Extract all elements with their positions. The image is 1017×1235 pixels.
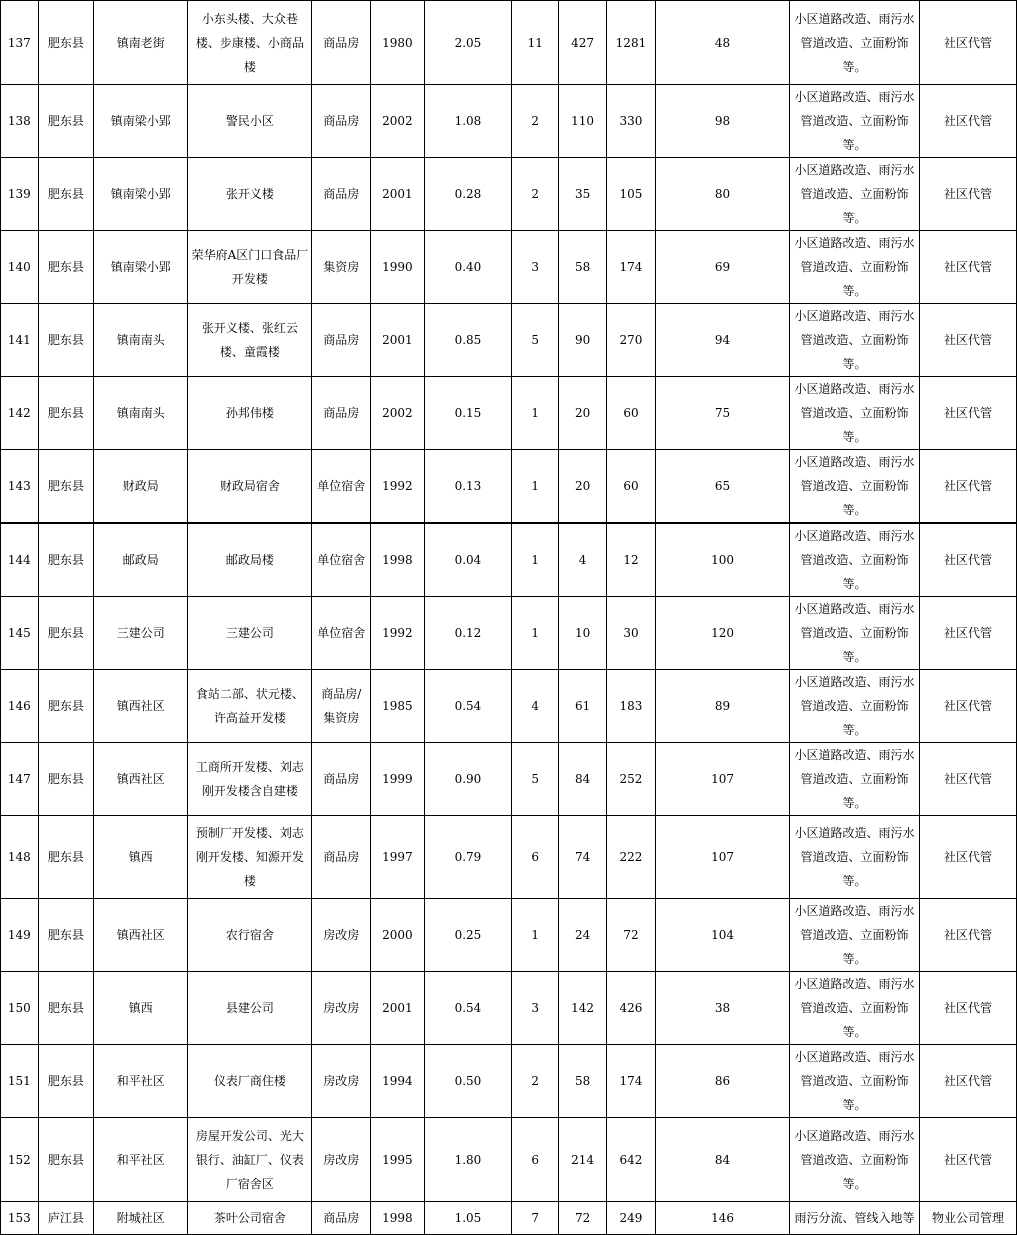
community-name-cell: 仪表厂商住楼	[188, 1045, 312, 1118]
county-cell: 肥东县	[38, 1, 94, 85]
table-row	[1, 231, 1017, 304]
resident-count-cell: 426	[607, 972, 656, 1045]
community-name-cell: 财政局宿舍	[188, 450, 312, 524]
table-row	[1, 1118, 1017, 1202]
resident-count-cell: 270	[607, 304, 656, 377]
housing-type-cell: 商品房	[312, 1202, 371, 1235]
county-cell: 肥东县	[38, 972, 94, 1045]
building-count-cell: 4	[512, 670, 559, 743]
household-count-cell: 20	[559, 450, 607, 524]
row-number: 138	[1, 85, 39, 158]
table-row	[1, 670, 1017, 743]
row-number: 141	[1, 304, 39, 377]
area-cell: 0.54	[424, 670, 512, 743]
build-year-cell: 1980	[371, 1, 425, 85]
build-year-cell: 1999	[371, 743, 425, 816]
row-number: 153	[1, 1202, 39, 1235]
area-cell: 0.04	[424, 523, 512, 597]
housing-type-cell: 商品房	[312, 85, 371, 158]
area-cell: 0.79	[424, 816, 512, 899]
community-name-cell: 孙邦伟楼	[188, 377, 312, 450]
county-cell: 肥东县	[38, 597, 94, 670]
area-cell: 0.25	[424, 899, 512, 972]
county-cell: 肥东县	[38, 743, 94, 816]
management-cell: 社区代管	[919, 816, 1016, 899]
table-row	[1, 450, 1017, 524]
household-count-cell: 61	[559, 670, 607, 743]
building-count-cell: 5	[512, 304, 559, 377]
table-body	[1, 1, 1017, 1235]
row-number: 146	[1, 670, 39, 743]
community-cell: 镇西社区	[94, 899, 188, 972]
score-cell: 146	[655, 1202, 789, 1235]
building-count-cell: 2	[512, 85, 559, 158]
community-name-cell: 县建公司	[188, 972, 312, 1045]
score-cell: 38	[655, 972, 789, 1045]
score-cell: 94	[655, 304, 789, 377]
row-number: 148	[1, 816, 39, 899]
housing-type-cell: 商品房	[312, 743, 371, 816]
area-cell: 1.05	[424, 1202, 512, 1235]
resident-count-cell: 60	[607, 377, 656, 450]
county-cell: 肥东县	[38, 670, 94, 743]
score-cell: 48	[655, 1, 789, 85]
community-cell: 镇南梁小郢	[94, 231, 188, 304]
build-year-cell: 1998	[371, 1202, 425, 1235]
housing-type-cell: 商品房	[312, 377, 371, 450]
build-year-cell: 1997	[371, 816, 425, 899]
build-year-cell: 1992	[371, 597, 425, 670]
management-cell: 社区代管	[919, 899, 1016, 972]
build-year-cell: 2002	[371, 377, 425, 450]
renovation-content-cell: 小区道路改造、雨污水管道改造、立面粉饰等。	[790, 743, 920, 816]
table-row	[1, 1045, 1017, 1118]
county-cell: 肥东县	[38, 304, 94, 377]
community-cell: 镇西社区	[94, 670, 188, 743]
build-year-cell: 1998	[371, 523, 425, 597]
community-cell: 镇西	[94, 972, 188, 1045]
row-number: 144	[1, 523, 39, 597]
county-cell: 肥东县	[38, 1118, 94, 1202]
community-name-cell: 三建公司	[188, 597, 312, 670]
community-name-cell: 邮政局楼	[188, 523, 312, 597]
resident-count-cell: 222	[607, 816, 656, 899]
community-cell: 附城社区	[94, 1202, 188, 1235]
building-count-cell: 1	[512, 597, 559, 670]
renovation-content-cell: 小区道路改造、雨污水管道改造、立面粉饰等。	[790, 85, 920, 158]
community-name-cell: 小东头楼、大众巷楼、步康楼、小商品楼	[188, 1, 312, 85]
resident-count-cell: 183	[607, 670, 656, 743]
resident-count-cell: 30	[607, 597, 656, 670]
build-year-cell: 1985	[371, 670, 425, 743]
community-name-cell: 农行宿舍	[188, 899, 312, 972]
housing-type-cell: 房改房	[312, 899, 371, 972]
building-count-cell: 7	[512, 1202, 559, 1235]
building-count-cell: 1	[512, 523, 559, 597]
community-name-cell: 预制厂开发楼、刘志刚开发楼、知源开发楼	[188, 816, 312, 899]
score-cell: 107	[655, 816, 789, 899]
area-cell: 0.40	[424, 231, 512, 304]
building-count-cell: 3	[512, 972, 559, 1045]
building-count-cell: 1	[512, 450, 559, 524]
building-count-cell: 5	[512, 743, 559, 816]
household-count-cell: 20	[559, 377, 607, 450]
build-year-cell: 2001	[371, 158, 425, 231]
building-count-cell: 1	[512, 899, 559, 972]
management-cell: 物业公司管理	[919, 1202, 1016, 1235]
housing-type-cell: 单位宿舍	[312, 523, 371, 597]
renovation-content-cell: 小区道路改造、雨污水管道改造、立面粉饰等。	[790, 1118, 920, 1202]
renovation-content-cell: 小区道路改造、雨污水管道改造、立面粉饰等。	[790, 1, 920, 85]
county-cell: 肥东县	[38, 450, 94, 524]
community-cell: 邮政局	[94, 523, 188, 597]
household-count-cell: 110	[559, 85, 607, 158]
community-name-cell: 茶叶公司宿舍	[188, 1202, 312, 1235]
table-row	[1, 1, 1017, 85]
resident-count-cell: 642	[607, 1118, 656, 1202]
housing-type-cell: 单位宿舍	[312, 450, 371, 524]
renovation-content-cell: 小区道路改造、雨污水管道改造、立面粉饰等。	[790, 377, 920, 450]
build-year-cell: 2002	[371, 85, 425, 158]
table-row	[1, 597, 1017, 670]
building-count-cell: 11	[512, 1, 559, 85]
household-count-cell: 10	[559, 597, 607, 670]
management-cell: 社区代管	[919, 377, 1016, 450]
housing-type-cell: 商品房	[312, 158, 371, 231]
resident-count-cell: 105	[607, 158, 656, 231]
row-number: 139	[1, 158, 39, 231]
county-cell: 肥东县	[38, 899, 94, 972]
build-year-cell: 1995	[371, 1118, 425, 1202]
county-cell: 肥东县	[38, 816, 94, 899]
renovation-content-cell: 小区道路改造、雨污水管道改造、立面粉饰等。	[790, 597, 920, 670]
area-cell: 0.90	[424, 743, 512, 816]
household-count-cell: 142	[559, 972, 607, 1045]
community-cell: 镇南梁小郢	[94, 85, 188, 158]
area-cell: 1.08	[424, 85, 512, 158]
renovation-content-cell: 小区道路改造、雨污水管道改造、立面粉饰等。	[790, 670, 920, 743]
row-number: 140	[1, 231, 39, 304]
build-year-cell: 1990	[371, 231, 425, 304]
building-count-cell: 6	[512, 816, 559, 899]
management-cell: 社区代管	[919, 1118, 1016, 1202]
management-cell: 社区代管	[919, 231, 1016, 304]
household-count-cell: 74	[559, 816, 607, 899]
renovation-content-cell: 小区道路改造、雨污水管道改造、立面粉饰等。	[790, 450, 920, 524]
management-cell: 社区代管	[919, 450, 1016, 524]
resident-count-cell: 1281	[607, 1, 656, 85]
county-cell: 肥东县	[38, 1045, 94, 1118]
score-cell: 86	[655, 1045, 789, 1118]
area-cell: 0.85	[424, 304, 512, 377]
row-number: 137	[1, 1, 39, 85]
row-number: 151	[1, 1045, 39, 1118]
community-name-cell: 张开义楼	[188, 158, 312, 231]
management-cell: 社区代管	[919, 158, 1016, 231]
community-cell: 镇南老街	[94, 1, 188, 85]
community-name-cell: 工商所开发楼、刘志刚开发楼含自建楼	[188, 743, 312, 816]
table-row	[1, 1202, 1017, 1235]
resident-count-cell: 252	[607, 743, 656, 816]
build-year-cell: 2000	[371, 899, 425, 972]
renovation-content-cell: 小区道路改造、雨污水管道改造、立面粉饰等。	[790, 231, 920, 304]
score-cell: 69	[655, 231, 789, 304]
management-cell: 社区代管	[919, 304, 1016, 377]
score-cell: 89	[655, 670, 789, 743]
community-cell: 和平社区	[94, 1045, 188, 1118]
row-number: 147	[1, 743, 39, 816]
household-count-cell: 24	[559, 899, 607, 972]
housing-type-cell: 商品房/集资房	[312, 670, 371, 743]
building-count-cell: 2	[512, 1045, 559, 1118]
community-cell: 镇西	[94, 816, 188, 899]
management-cell: 社区代管	[919, 85, 1016, 158]
row-number: 142	[1, 377, 39, 450]
table-row	[1, 523, 1017, 597]
county-cell: 肥东县	[38, 85, 94, 158]
area-cell: 0.15	[424, 377, 512, 450]
table-row	[1, 158, 1017, 231]
score-cell: 65	[655, 450, 789, 524]
resident-count-cell: 330	[607, 85, 656, 158]
renovation-content-cell: 小区道路改造、雨污水管道改造、立面粉饰等。	[790, 899, 920, 972]
renovation-content-cell: 小区道路改造、雨污水管道改造、立面粉饰等。	[790, 816, 920, 899]
household-count-cell: 214	[559, 1118, 607, 1202]
management-cell: 社区代管	[919, 1045, 1016, 1118]
building-count-cell: 1	[512, 377, 559, 450]
community-name-cell: 食站二部、状元楼、许高益开发楼	[188, 670, 312, 743]
community-cell: 镇西社区	[94, 743, 188, 816]
county-cell: 庐江县	[38, 1202, 94, 1235]
row-number: 150	[1, 972, 39, 1045]
community-name-cell: 荣华府A区门口食品厂开发楼	[188, 231, 312, 304]
build-year-cell: 2001	[371, 972, 425, 1045]
build-year-cell: 2001	[371, 304, 425, 377]
score-cell: 75	[655, 377, 789, 450]
housing-type-cell: 房改房	[312, 1045, 371, 1118]
area-cell: 1.80	[424, 1118, 512, 1202]
county-cell: 肥东县	[38, 523, 94, 597]
community-cell: 三建公司	[94, 597, 188, 670]
county-cell: 肥东县	[38, 158, 94, 231]
management-cell: 社区代管	[919, 670, 1016, 743]
renovation-content-cell: 小区道路改造、雨污水管道改造、立面粉饰等。	[790, 304, 920, 377]
management-cell: 社区代管	[919, 972, 1016, 1045]
community-name-cell: 张开义楼、张红云楼、童霞楼	[188, 304, 312, 377]
score-cell: 80	[655, 158, 789, 231]
county-cell: 肥东县	[38, 231, 94, 304]
score-cell: 84	[655, 1118, 789, 1202]
score-cell: 120	[655, 597, 789, 670]
table-row	[1, 972, 1017, 1045]
renovation-content-cell: 小区道路改造、雨污水管道改造、立面粉饰等。	[790, 1045, 920, 1118]
community-cell: 和平社区	[94, 1118, 188, 1202]
building-count-cell: 3	[512, 231, 559, 304]
housing-type-cell: 商品房	[312, 304, 371, 377]
renovation-content-cell: 小区道路改造、雨污水管道改造、立面粉饰等。	[790, 972, 920, 1045]
household-count-cell: 58	[559, 1045, 607, 1118]
community-cell: 镇南南头	[94, 304, 188, 377]
housing-type-cell: 房改房	[312, 972, 371, 1045]
score-cell: 100	[655, 523, 789, 597]
build-year-cell: 1994	[371, 1045, 425, 1118]
table-row	[1, 377, 1017, 450]
management-cell: 社区代管	[919, 597, 1016, 670]
score-cell: 104	[655, 899, 789, 972]
resident-count-cell: 60	[607, 450, 656, 524]
community-cell: 镇南南头	[94, 377, 188, 450]
renovation-content-cell: 小区道路改造、雨污水管道改造、立面粉饰等。	[790, 523, 920, 597]
row-number: 143	[1, 450, 39, 524]
housing-type-cell: 房改房	[312, 1118, 371, 1202]
management-cell: 社区代管	[919, 743, 1016, 816]
resident-count-cell: 72	[607, 899, 656, 972]
household-count-cell: 427	[559, 1, 607, 85]
housing-type-cell: 商品房	[312, 1, 371, 85]
table-row	[1, 304, 1017, 377]
resident-count-cell: 174	[607, 1045, 656, 1118]
housing-type-cell: 集资房	[312, 231, 371, 304]
household-count-cell: 90	[559, 304, 607, 377]
household-count-cell: 4	[559, 523, 607, 597]
community-cell: 镇南梁小郢	[94, 158, 188, 231]
community-cell: 财政局	[94, 450, 188, 524]
row-number: 145	[1, 597, 39, 670]
table-row	[1, 816, 1017, 899]
household-count-cell: 58	[559, 231, 607, 304]
resident-count-cell: 249	[607, 1202, 656, 1235]
area-cell: 0.28	[424, 158, 512, 231]
household-count-cell: 35	[559, 158, 607, 231]
area-cell: 0.54	[424, 972, 512, 1045]
community-name-cell: 房屋开发公司、光大银行、油缸厂、仪表厂宿舍区	[188, 1118, 312, 1202]
score-cell: 98	[655, 85, 789, 158]
area-cell: 0.13	[424, 450, 512, 524]
household-count-cell: 72	[559, 1202, 607, 1235]
resident-count-cell: 12	[607, 523, 656, 597]
row-number: 152	[1, 1118, 39, 1202]
build-year-cell: 1992	[371, 450, 425, 524]
county-cell: 肥东县	[38, 377, 94, 450]
building-count-cell: 6	[512, 1118, 559, 1202]
area-cell: 0.50	[424, 1045, 512, 1118]
resident-count-cell: 174	[607, 231, 656, 304]
row-number: 149	[1, 899, 39, 972]
building-count-cell: 2	[512, 158, 559, 231]
renovation-content-cell: 雨污分流、管线入地等	[790, 1202, 920, 1235]
score-cell: 107	[655, 743, 789, 816]
household-count-cell: 84	[559, 743, 607, 816]
management-cell: 社区代管	[919, 1, 1016, 85]
renovation-content-cell: 小区道路改造、雨污水管道改造、立面粉饰等。	[790, 158, 920, 231]
table-row	[1, 899, 1017, 972]
area-cell: 0.12	[424, 597, 512, 670]
table-row	[1, 85, 1017, 158]
management-cell: 社区代管	[919, 523, 1016, 597]
table-row	[1, 743, 1017, 816]
area-cell: 2.05	[424, 1, 512, 85]
housing-type-cell: 商品房	[312, 816, 371, 899]
housing-type-cell: 单位宿舍	[312, 597, 371, 670]
community-name-cell: 警民小区	[188, 85, 312, 158]
